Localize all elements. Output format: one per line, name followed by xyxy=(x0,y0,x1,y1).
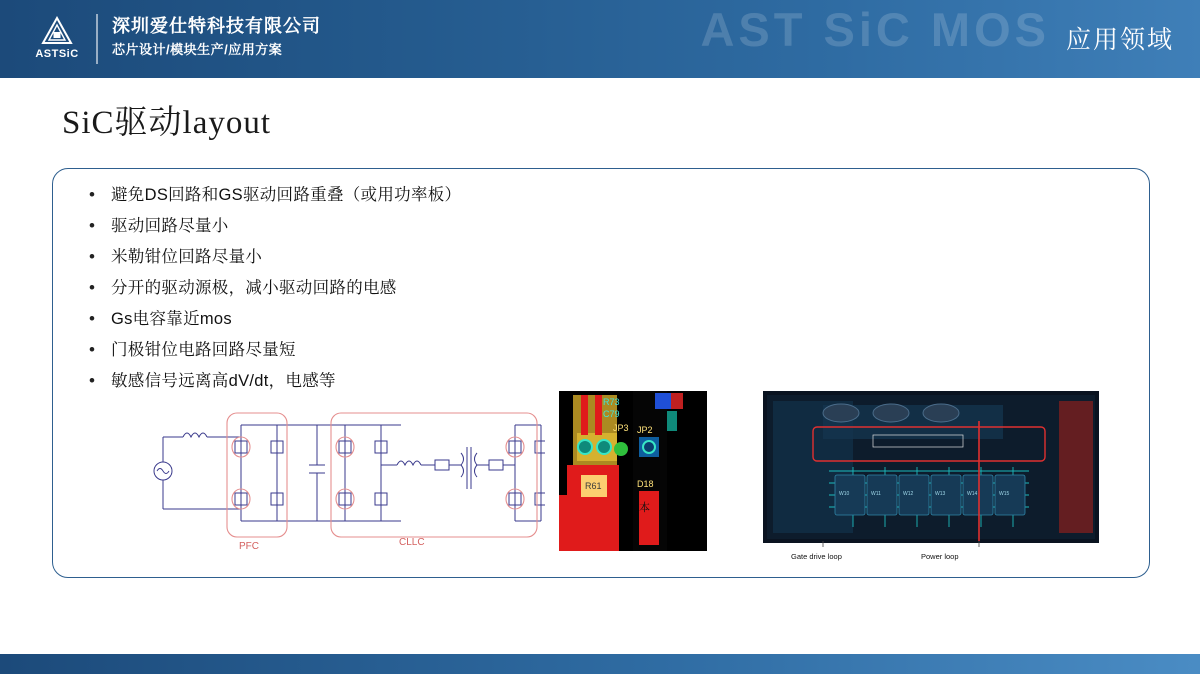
triangle-chip-logo-icon xyxy=(41,16,73,46)
bullet-text: 门极钳位电路回路尽量短 xyxy=(111,341,296,359)
designator-c79: C79 xyxy=(603,409,620,419)
header-divider xyxy=(96,14,98,64)
pcb-board-photo xyxy=(763,391,1099,563)
designator-r61: R61 xyxy=(585,481,602,491)
svg-text:W14: W14 xyxy=(967,491,978,497)
svg-text:W13: W13 xyxy=(935,491,946,497)
bullet-list xyxy=(89,183,789,400)
schematic-label-pfc: PFC xyxy=(239,541,259,552)
caption-gate-drive-loop: Gate drive loop xyxy=(791,552,842,561)
logo-wordmark: ASTSiC xyxy=(35,48,79,60)
bullet-marker-icon: • xyxy=(89,185,95,204)
bullet-text: 避免DS回路和GS驱动回路重叠（或用功率板） xyxy=(111,186,462,204)
figure-row xyxy=(53,397,1149,573)
list-item xyxy=(89,245,789,269)
section-label: 应用领域 xyxy=(1065,26,1174,54)
bullet-text: Gs电容靠近mos xyxy=(111,310,232,328)
list-item xyxy=(89,276,789,300)
list-item xyxy=(89,369,789,393)
company-logo xyxy=(26,9,88,67)
bullet-marker-icon: • xyxy=(89,340,95,359)
svg-text:W10: W10 xyxy=(839,491,850,497)
list-item xyxy=(89,183,789,207)
bullet-marker-icon: • xyxy=(89,216,95,235)
company-name: 深圳爱仕特科技有限公司 xyxy=(112,16,321,36)
content-card xyxy=(52,168,1150,578)
footer-spacer xyxy=(0,638,1200,654)
bullet-text: 驱动回路尽量小 xyxy=(111,217,229,235)
designator-r73: R73 xyxy=(603,397,620,407)
svg-text:本: 本 xyxy=(639,502,650,514)
list-item xyxy=(89,307,789,331)
header-ghost-watermark: AST SiC MOS xyxy=(700,3,1050,56)
power-converter-schematic xyxy=(149,397,545,557)
pcb-layout-closeup xyxy=(559,391,707,551)
designator-jp3: JP3 xyxy=(613,423,629,433)
bullet-marker-icon: • xyxy=(89,371,95,390)
bullet-text: 敏感信号远离高dV/dt，电感等 xyxy=(111,372,336,390)
bullet-marker-icon: • xyxy=(89,247,95,266)
bullet-marker-icon: • xyxy=(89,278,95,297)
svg-text:W12: W12 xyxy=(903,491,914,497)
company-subtitle: 芯片设计/模块生产/应用方案 xyxy=(112,42,283,57)
svg-text:W11: W11 xyxy=(871,491,881,497)
list-item xyxy=(89,338,789,362)
bullet-text: 米勒钳位回路尽量小 xyxy=(111,248,263,266)
list-item xyxy=(89,214,789,238)
designator-jp2: JP2 xyxy=(637,425,653,435)
board-captions xyxy=(763,547,1099,561)
company-identity xyxy=(112,14,321,61)
bullet-text: 分开的驱动源极，减小驱动回路的电感 xyxy=(111,279,397,297)
footer-bar xyxy=(0,654,1200,674)
designator-d18: D18 xyxy=(637,479,654,489)
caption-power-loop: Power loop xyxy=(921,552,959,561)
schematic-label-cllc: CLLC xyxy=(399,537,425,548)
svg-text:W15: W15 xyxy=(999,491,1010,497)
bullet-marker-icon: • xyxy=(89,309,95,328)
page-title: SiC驱动layout xyxy=(62,105,272,141)
slide-header xyxy=(0,0,1200,78)
